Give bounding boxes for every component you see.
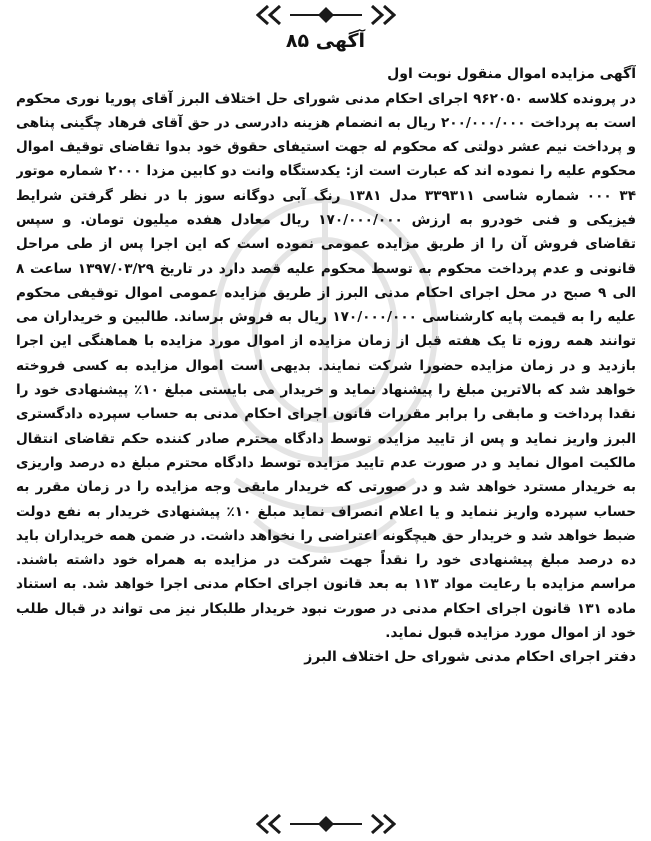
notice-content [16,62,636,807]
top-ornament-icon [0,0,651,30]
notice-subtitle: آگهی مزایده اموال منقول نوبت اول [387,66,636,82]
notice-body: در پرونده کلاسه ۹۶۲۰۵۰ اجرای احکام مدنی شورای حل اختلاف البرز آقای پوریا نوری محکوم است به پرداخت ۲۰۰/۰۰۰/۰۰۰ ریال به انضمام هزینه دادرسی در حق آقای فرهاد چگینی پناهی و پرداخت نیم عشر دولتی که محکوم له جهت استیفای حقوق خود بدوا تقاضای توقیف اموال محکوم علیه را نموده اند که عبارت است از: یکدستگاه وانت دو کابین مزدا ۲۰۰۰ شماره موتور ۳۴ ۰۰۰ شماره شاسی ۳۳۹۳۱۱ مدل ۱۳۸۱ رنگ آبی دوگانه سوز با در نظر گرفتن شرایط فیزیکی و فنی خودرو به ارزش ۱۷۰/۰۰۰/۰۰۰ ریال معادل هفده میلیون تومان. و سپس تقاضای فروش آن را از طریق مزایده عمومی نموده است که این اجرا پس از طی مراحل قانونی و عدم پرداخت محکوم به توسط محکوم علیه قصد دارد در تاریخ ۱۳۹۷/۰۳/۲۹ ساعت ۸ الی ۹ صبح در محل اجرای احکام مدنی البرز از طریق مزایده عمومی اموال توقیفی محکوم علیه را به قیمت پایه کارشناسی ۱۷۰/۰۰۰/۰۰۰ ریال به فروش برساند. طالبین و خریداران می توانند همه روزه تا یک هفته قبل از زمان مزایده از اموال مورد مزایده با هماهنگی این اجرا بازدید و در زمان مزایده حضورا شرکت نمایند. بدیهی است اموال مزایده به کسی فروخته خواهد شد که بالاترین مبلغ را پیشنهاد نماید و خریدار می بایستی مبلغ ۱۰٪ پیشنهادی خود را نقدا پرداخت و مابقی را برابر مقررات قانون اجرای احکام مدنی به حساب سپرده دادگستری البرز واریز نماید و پس از تایید مزایده توسط دادگاه محترم صادر کننده حکم تقاضای انتقال مالکیت اموال نماید و در صورت عدم تایید مزایده توسط دادگاه محترم مبلغ ده درصد واریزی به خریدار مسترد خواهد شد و در صورتی که خریدار مابقی وجه مزایده را در زمان مقرر به حساب سپرده واریز ننماید و یا اعلام انصراف نماید مبلغ ۱۰٪ پیشنهادی خریدار به نفع دولت ضبط خواهد شد و خریدار حق هیچگونه اعتراضی را نخواهد داشت. در ضمن همه خریداران باید ده درصد مبلغ پیشنهادی خود را نقداً جهت شرکت در مزایده به همراه خود داشته باشند. مراسم مزایده با رعایت مواد ۱۱۳ به بعد قانون اجرای احکام مدنی اجرا خواهد شد. به استناد ماده ۱۳۱ قانون اجرای احکام مدنی در صورت نبود خریدار طلبکار نیز می تواند در قبال طلب خود از اموال مورد مزایده قبول نماید. [16,90,636,642]
notice-title: آگهی ۸۵ [285,30,366,52]
notice-signature: دفتر اجرای احکام مدنی شورای حل اختلاف البرز [304,649,636,666]
bottom-ornament-icon [0,809,651,839]
